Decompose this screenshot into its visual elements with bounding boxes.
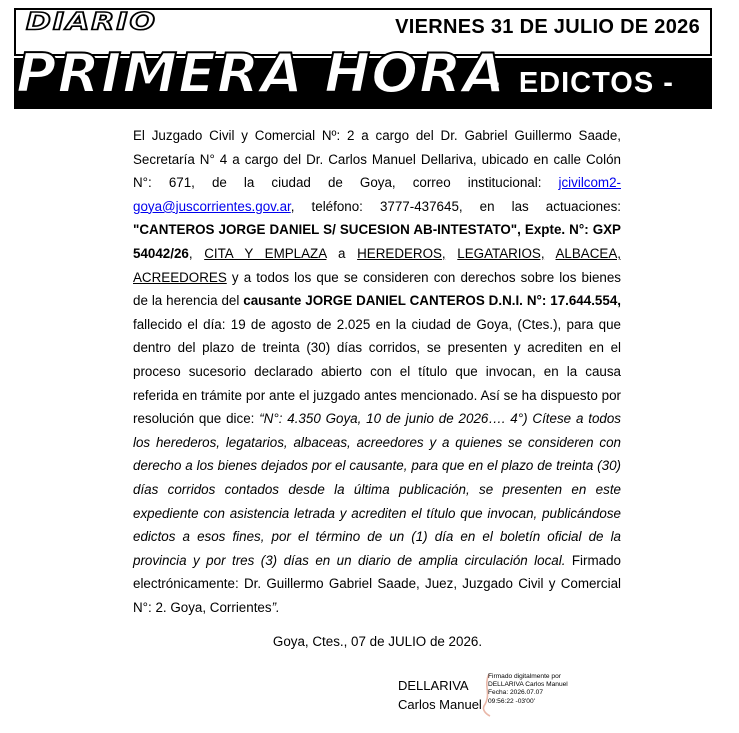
diario-label: DIARIO <box>26 8 158 36</box>
closing-date: Goya, Ctes., 07 de JULIO de 2026. <box>272 634 483 649</box>
edict-text: y a todos los que se consideren con derechos sobre los bienes de la herencia del <box>133 269 621 309</box>
edict-text: fallecido el día: 19 de agosto de 2.025 en la ciudad de Goya, (Ctes.), para que dentro del plazo de treinta (30) días corridos, se presenten y acrediten en el proceso sucesorio declarado abierto con el título que invocan, en la causa referida en trámite por ante el juzgado antes mencionado. Así se ha dispuesto por resolución que dice: <box>133 316 621 427</box>
edict-body <box>133 124 621 619</box>
signer-name <box>398 676 482 714</box>
albacea: ALBACEA, <box>555 245 621 261</box>
digital-signature <box>398 672 598 722</box>
signer-surname: DELLARIVA <box>398 678 469 693</box>
edict-text <box>446 246 458 261</box>
masthead-title: PRIMERA HORA <box>16 42 507 105</box>
section-title: - EDICTOS - <box>490 67 674 99</box>
edict-text: El Juzgado Civil y Comercial Nº: 2 a cargo del Dr. Gabriel Guillermo Saade, Secretaría N° 4 a cargo del Dr. Carlos Manuel Dellariva, ubicado en calle Colón N°: 671, de la ciudad de Goya, correo institucional: <box>133 128 621 191</box>
newspaper-header <box>14 8 712 109</box>
edict-text: , teléfono: 3777-437645, en las actuaciones: <box>290 198 621 214</box>
cita-emplaza: CITA Y EMPLAZA <box>204 245 327 261</box>
edict-text: Firmado electrónicamente: Dr. Guillermo Gabriel Saade, Juez, Juzgado Civil y Comercial N°: 2. Goya, Corrientes <box>133 552 621 615</box>
herederos: HEREDEROS, <box>357 245 446 261</box>
edict-text <box>545 246 556 261</box>
edict-text: , <box>188 245 205 261</box>
signer-given-name: Carlos Manuel <box>398 697 482 712</box>
signature-meta-line: Fecha: 2026.07.07 <box>488 689 543 697</box>
signature-meta-line: DELLARIVA Carlos Manuel <box>488 681 568 689</box>
acreedores: ACREEDORES <box>133 269 227 285</box>
signature-meta-line: 09:56:22 -03'00' <box>488 697 535 705</box>
legatarios: LEGATARIOS, <box>457 245 545 261</box>
causante: causante JORGE DANIEL CANTEROS D.N.I. N°: 17.644.554, <box>243 293 621 309</box>
case-title: "CANTEROS JORGE DANIEL S/ SUCESION AB-INTESTATO", Expte. N°: GXP 54042/26 <box>133 222 621 261</box>
section-banner <box>452 58 712 109</box>
email-link[interactable]: jcivilcom2-goya@juscorrientes.gov.ar <box>133 175 621 214</box>
quote-end: ”. <box>271 599 280 615</box>
resolution-quote: “N°: 4.350 Goya, 10 de junio de 2026…. 4°) Cítese a todos los herederos, legatarios, albaceas, acreedores y a quienes se consideren con derecho a los bienes dejados por el causante, para que en el plazo de treinta (30) días corridos contados desde la última publicación, se presenten en este expediente con asistencia letrada y acrediten el título que invocan, publicándose edictos a esos fines, por el término de un (1) día en el boletín oficial de la provincia y por tres (3) días en un diario de amplia circulación local. <box>133 411 621 568</box>
signature-metadata <box>488 673 568 706</box>
publication-date: VIERNES 31 DE JULIO DE 2026 <box>395 16 700 38</box>
edict-paragraph <box>133 124 621 619</box>
edict-text: a <box>326 245 358 261</box>
signature-meta-line: Firmado digitalmente por <box>488 673 561 680</box>
